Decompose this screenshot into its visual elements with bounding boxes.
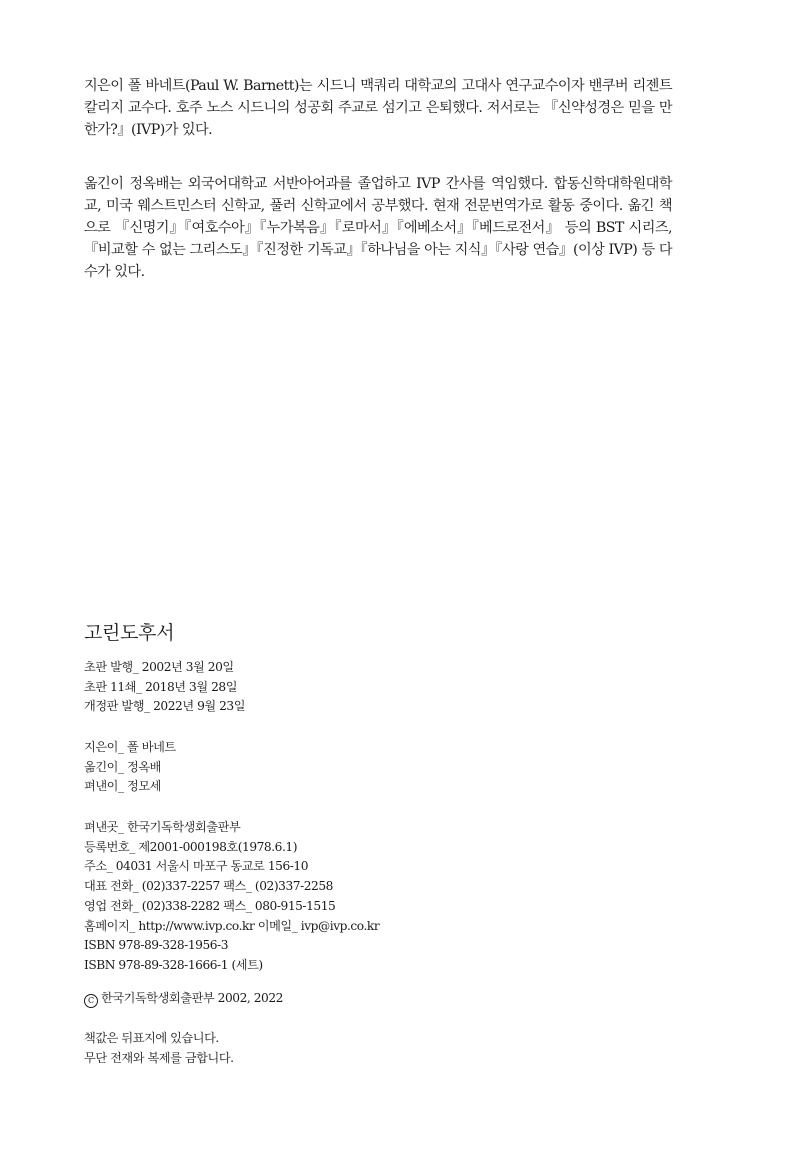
credits (84, 738, 584, 797)
credit-author: 지은이_ 폴 바네트 (84, 740, 176, 754)
main-phone: 대표 전화_ (02)337-2257 팩스_ (02)337-2258 (84, 879, 333, 894)
credit-translator: 옮긴이_ 정옥배 (84, 759, 162, 774)
credit-publisher-person: 펴낸이_ 정모세 (84, 779, 162, 794)
website-email: 홈페이지_ http://www.ivp.co.kr 이메일_ ivp@ivp.co.kr (84, 918, 380, 933)
publisher-name: 펴낸곳_ 한국기독학생회출판부 (84, 820, 241, 834)
publisher-info (84, 818, 584, 976)
notices (84, 1029, 584, 1068)
book-title: 고린도후서 (84, 622, 175, 644)
isbn-set: ISBN 978-89-328-1666-1 (세트) (84, 957, 263, 972)
isbn: ISBN 978-89-328-1956-3 (84, 938, 229, 953)
edition-revised: 개정판 발행_ 2022년 9월 23일 (84, 699, 246, 714)
copyright-icon: C (84, 994, 98, 1008)
edition-reprint: 초판 11쇄_ 2018년 3월 28일 (84, 679, 238, 694)
author-bio: 지은이 폴 바네트(Paul W. Barnett)는 시드니 맥쿼리 대학교의 고대사 연구교수이자 밴쿠버 리젠트 칼리지 교수다. 호주 노스 시드니의 성공회 주교로 섬기고 은퇴했다. 저서로는 『신약성경은 믿을 만한가?』(IVP)가 있다. (84, 78, 672, 138)
registration-number: 등록번호_ 제2001-000198호(1978.6.1) (84, 839, 297, 854)
sales-phone: 영업 전화_ (02)338-2282 팩스_ 080-915-1515 (84, 898, 336, 913)
copyright-text: 한국기독학생회출판부 2002, 2022 (101, 991, 283, 1005)
reproduction-notice: 무단 전재와 복제를 금합니다. (84, 1050, 234, 1065)
edition-history (84, 658, 584, 717)
translator-bio: 옮긴이 정옥배는 외국어대학교 서반아어과를 졸업하고 IVP 간사를 역임했다. 합동신학대학원대학교, 미국 웨스트민스터 신학교, 풀러 신학교에서 공부했다. 현재 전문번역가로 활동 중이다. 옮긴 책으로 『신명기』『여호수아』『누가복음』『로마서』『에베소서』『베드로전서』 등의 BST 시리즈, 『비교할 수 없는 그리스도』『진정한 기독교』『하나님을 아는 지식』『사랑 연습』(이상 IVP) 등 다수가 있다. (84, 176, 672, 280)
price-notice: 책값은 뒤표지에 있습니다. (84, 1031, 219, 1045)
copyright-notice (84, 989, 584, 1009)
edition-first: 초판 발행_ 2002년 3월 20일 (84, 660, 234, 674)
address: 주소_ 04031 서울시 마포구 동교로 156-10 (84, 859, 309, 874)
